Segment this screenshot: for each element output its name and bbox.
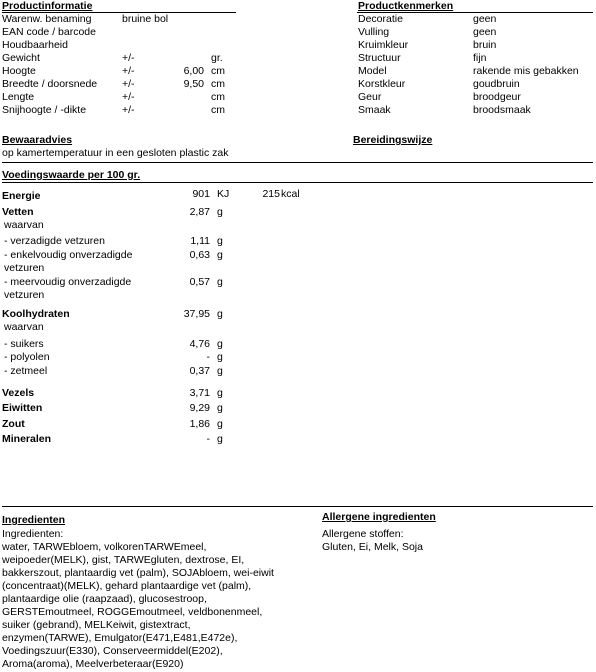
kh-waarvan: waarvan <box>4 321 44 333</box>
bewaar-text: op kamertemperatuur in een gesloten plastic zak <box>2 147 229 159</box>
productinfo-label: Gewicht <box>2 52 40 64</box>
ingredienten-line: suiker (gebrand), MELKeiwit, gistextract, <box>2 619 191 631</box>
kh-unit: g <box>217 308 223 320</box>
zetmeel-label: - zetmeel <box>4 365 48 377</box>
kenmerken-value: geen <box>473 13 497 25</box>
ingredienten-text <box>2 528 274 671</box>
kenmerken-value: bruin <box>473 39 497 51</box>
ingredienten-line: water, TARWEbloem, volkorenTARWEmeel, <box>2 541 207 553</box>
vetten-waarvan: waarvan <box>4 219 44 231</box>
verzadigd-value: 1,11 <box>190 235 210 247</box>
ingredienten-line: Aroma(aroma), Meelverbeteraar(E920) <box>2 658 184 670</box>
productinfo-number: 9,50 <box>183 78 204 90</box>
enkel-unit: g <box>217 249 223 261</box>
kenmerken-value: rakende mis gebakken <box>473 65 579 77</box>
polyolen-value: - <box>206 351 210 363</box>
ingredienten-line: bakkerszout, plantaardig vet (palm), SOJAbloem, wei-eiwit <box>2 567 274 579</box>
eiwitten-value: 9,29 <box>189 402 210 414</box>
productinfo-label: Snijhoogte / -dikte <box>2 104 87 116</box>
productinfo-tolerance: +/- <box>122 91 135 103</box>
energie-kcal-value: 215 <box>262 188 280 200</box>
meer-unit: g <box>217 276 223 288</box>
productinfo-label: Houdbaarheid <box>2 39 68 51</box>
kenmerken-value: broodsmaak <box>473 104 531 116</box>
bewaar-title: Bewaaradvies <box>2 134 73 146</box>
polyolen-unit: g <box>217 351 223 363</box>
suikers-unit: g <box>217 338 223 350</box>
kenmerken-value: fijn <box>473 52 487 64</box>
productinfo-tolerance: +/- <box>122 52 135 64</box>
productinfo-value: bruine bol <box>122 13 169 25</box>
suikers-value: 4,76 <box>189 338 210 350</box>
kenmerken-label: Kruimkleur <box>358 39 409 51</box>
zout-unit: g <box>217 418 223 430</box>
energie-kcal-unit: kcal <box>281 188 300 200</box>
mineralen-label: Mineralen <box>2 433 52 445</box>
ingredienten-top-divider <box>2 506 593 507</box>
energie-kj-unit: KJ <box>217 188 230 200</box>
productinfo-unit: cm <box>211 78 225 90</box>
ingredienten-line: (concentraat)(MELK), gehard plantaardige vet (palm), <box>2 580 252 592</box>
productinfo-label: Breedte / doorsnede <box>2 78 98 90</box>
ingredienten-line: enzymen(TARWE), Emulgator(E471,E481,E472e), <box>2 632 238 644</box>
productinfo-tolerance: +/- <box>122 104 135 116</box>
kenmerken-label: Korstkleur <box>358 78 406 90</box>
kh-label: Koolhydraten <box>2 308 70 320</box>
vezels-unit: g <box>217 387 223 399</box>
productinfo-unit: cm <box>211 104 225 116</box>
bewaar-divider <box>2 162 593 163</box>
enkel-label-cont: vetzuren <box>4 262 45 274</box>
kenmerken-value: goudbruin <box>473 78 520 90</box>
suikers-label: - suikers <box>4 338 44 350</box>
zetmeel-unit: g <box>217 365 223 377</box>
kenmerken-label: Geur <box>358 91 382 103</box>
kenmerken-label: Structuur <box>358 52 401 64</box>
mineralen-unit: g <box>217 433 223 445</box>
productinfo-label: Lengte <box>2 91 35 103</box>
productinfo-unit: cm <box>211 65 225 77</box>
verzadigd-unit: g <box>217 235 223 247</box>
vetten-unit: g <box>217 206 223 218</box>
zout-label: Zout <box>2 418 25 430</box>
productinfo-label: Hoogte <box>2 65 36 77</box>
verzadigd-label: - verzadigde vetzuren <box>4 235 105 247</box>
vezels-value: 3,71 <box>189 387 210 399</box>
kenmerken-title: Productkenmerken <box>358 0 454 12</box>
kenmerken-value: geen <box>473 26 497 38</box>
enkel-value: 0,63 <box>189 249 210 261</box>
voeding-divider <box>2 182 593 183</box>
ingredienten-line: Ingredienten: <box>2 528 64 540</box>
vetten-label: Vetten <box>2 206 34 218</box>
enkel-label: - enkelvoudig onverzadigde <box>4 249 133 261</box>
eiwitten-unit: g <box>217 402 223 414</box>
voeding-title: Voedingswaarde per 100 gr. <box>2 169 141 181</box>
productinfo-label: Warenw. benaming <box>2 13 92 25</box>
productinfo-unit: gr. <box>211 52 223 64</box>
kenmerken-label: Decoratie <box>358 13 403 25</box>
vezels-label: Vezels <box>2 387 35 399</box>
meer-value: 0,57 <box>189 276 210 288</box>
zout-value: 1,86 <box>189 418 210 430</box>
productinfo-title: Productinformatie <box>2 0 93 12</box>
productinfo-label: EAN code / barcode <box>2 26 96 38</box>
kh-value: 37,95 <box>183 308 210 320</box>
polyolen-label: - polyolen <box>4 351 50 363</box>
kenmerken-label: Smaak <box>358 104 391 116</box>
ingredienten-title: Ingredienten <box>2 514 66 526</box>
meer-label-cont: vetzuren <box>4 289 45 301</box>
zetmeel-value: 0,37 <box>189 365 210 377</box>
allergenen-label: Allergene stoffen: <box>322 528 404 540</box>
allergenen-title: Allergene ingredienten <box>322 511 436 523</box>
ingredienten-line: Voedingszuur(E330), Conserveermiddel(E202), <box>2 645 223 657</box>
kenmerken-value: broodgeur <box>473 91 521 103</box>
productinfo-number: 6,00 <box>183 65 204 77</box>
kenmerken-label: Vulling <box>358 26 390 38</box>
productinfo-unit: cm <box>211 91 225 103</box>
meer-label: - meervoudig onverzadigde <box>4 276 132 288</box>
ingredienten-line: weipoeder(MELK), gist, TARWEgluten, dextrose, EI, <box>2 554 245 566</box>
productinfo-tolerance: +/- <box>122 65 135 77</box>
allergenen-text: Gluten, Ei, Melk, Soja <box>322 541 423 553</box>
mineralen-value: - <box>206 433 210 445</box>
bereiding-title: Bereidingswijze <box>353 134 433 146</box>
eiwitten-label: Eiwitten <box>2 402 43 414</box>
kenmerken-label: Model <box>358 65 387 77</box>
ingredienten-line: plantaardige olie (raapzaad), glucosestroop, <box>2 593 207 605</box>
vetten-value: 2,87 <box>189 206 210 218</box>
energie-kj-value: 901 <box>192 188 210 200</box>
productinfo-tolerance: +/- <box>122 78 135 90</box>
energie-label: Energie <box>2 190 41 202</box>
ingredienten-line: GERSTEmoutmeel, ROGGEmoutmeel, veldbonenmeel, <box>2 606 263 618</box>
